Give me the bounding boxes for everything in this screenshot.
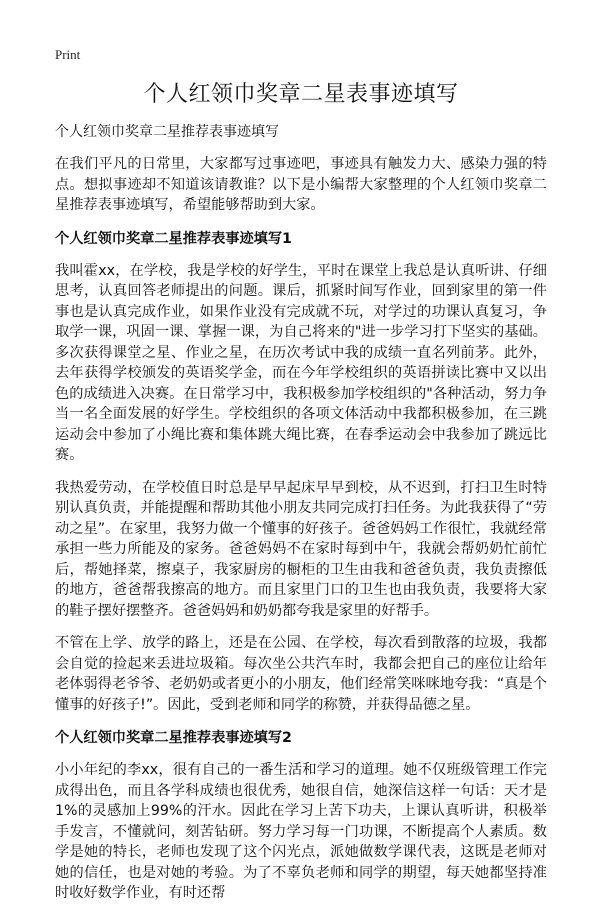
paragraph: 我热爱劳动，在学校值日时总是早早起床早早到校，从不迟到，打扫卫生时特别认真负责，并能提醒和帮助其他小朋友共同完成打扫任务。为此我获得了“劳动之星”。在家里，我努力做一个懂事的好孩子。爸爸妈妈工作很忙，我就经常承担一些力所能及的家务。爸爸妈妈不在家时每到中午，我就会帮奶奶忙前忙后，帮她择菜，擦桌子，我家厨房的橱柜的卫生由我和爸爸负责，我负责擦低的地方，爸爸帮我擦高的地方。而且家里门口的卫生也由我负责，我要将大家的鞋子摆好摆整齐。爸爸妈妈和奶奶都夸我是家里的好帮手。	[55, 479, 547, 619]
section-heading-2: 个人红领巾奖章二星推荐表事迹填写2	[55, 730, 292, 746]
paragraph: 小小年纪的李xx，很有自己的一番生活和学习的道理。她不仅班级管理工作完成得出色，而且各学科成绩也很优秀，她很自信，她深信这样一句话：天才是1%的灵感加上99%的汗水。因此在学习上苦下功夫，上课认真听讲，积极举手发言，不懂就问，刻苦钻研。努力学习每一门功课，不断提高个人素质。数学是她的特长，老师也发现了这个闪光点，派她做数学课代表，这既是老师对她的信任，也是对她的考验。为了不辜负老师和同学的期望，每天她都坚持准时收好数学作业，有时还帮	[55, 762, 547, 901]
document-subtitle: 个人红领巾奖章二星推荐表事迹填写	[55, 124, 279, 140]
section-heading-1: 个人红领巾奖章二星推荐表事迹填写1	[55, 230, 292, 247]
paragraph: 我叫霍xx，在学校，我是学校的好学生，平时在课堂上我总是认真听讲、仔细思考，认真回答老师提出的问题。课后，抓紧时间写作业，回到家里的第一件事也是认真完成作业，如果作业没有完成就不玩，对学过的功课认真复习，争取学一课，巩固一课、掌握一课，为自己将来的"进一步学习打下坚实的基础。多次获得课堂之星、作业之星，在历次考试中我的成绩一直名列前茅。此外，去年获得学校颁发的英语奖学金，而在今年学校组织的英语拼读比赛中又以出色的成绩进入决赛。在日常学习中，我积极参加学校组织的"各种活动，努力争当一名全面发展的好学生。学校组织的各项文体活动中我都积极参加，在三跳运动会中参加了小绳比赛和集体跳大绳比赛，在春季运动会中我参加了跳远比赛。	[55, 262, 547, 463]
page-title: 个人红领巾奖章二星表事迹填写	[143, 82, 459, 107]
document	[55, 80, 547, 904]
intro-paragraph: 在我们平凡的日常里，大家都写过事迹吧，事迹具有触发力大、感染力强的特点。想拟事迹却不知道该请教谁？以下是小编帮大家整理的个人红领巾奖章二星推荐表事迹填写，希望能够帮助到大家。	[55, 156, 547, 213]
paragraph: 不管在上学、放学的路上，还是在公园、在学校，每次看到散落的垃圾，我都会自觉的捡起来丢进垃圾箱。每次坐公共汽车时，我都会把自己的座位让给年老体弱得老爷爷、老奶奶或者更小的小朋友，他们经常笑咪咪地夸我：“真是个懂事的好孩子!”。因此，受到老师和同学的称赞，并获得品德之星。	[55, 635, 547, 713]
print-link[interactable]: Print	[55, 47, 81, 62]
